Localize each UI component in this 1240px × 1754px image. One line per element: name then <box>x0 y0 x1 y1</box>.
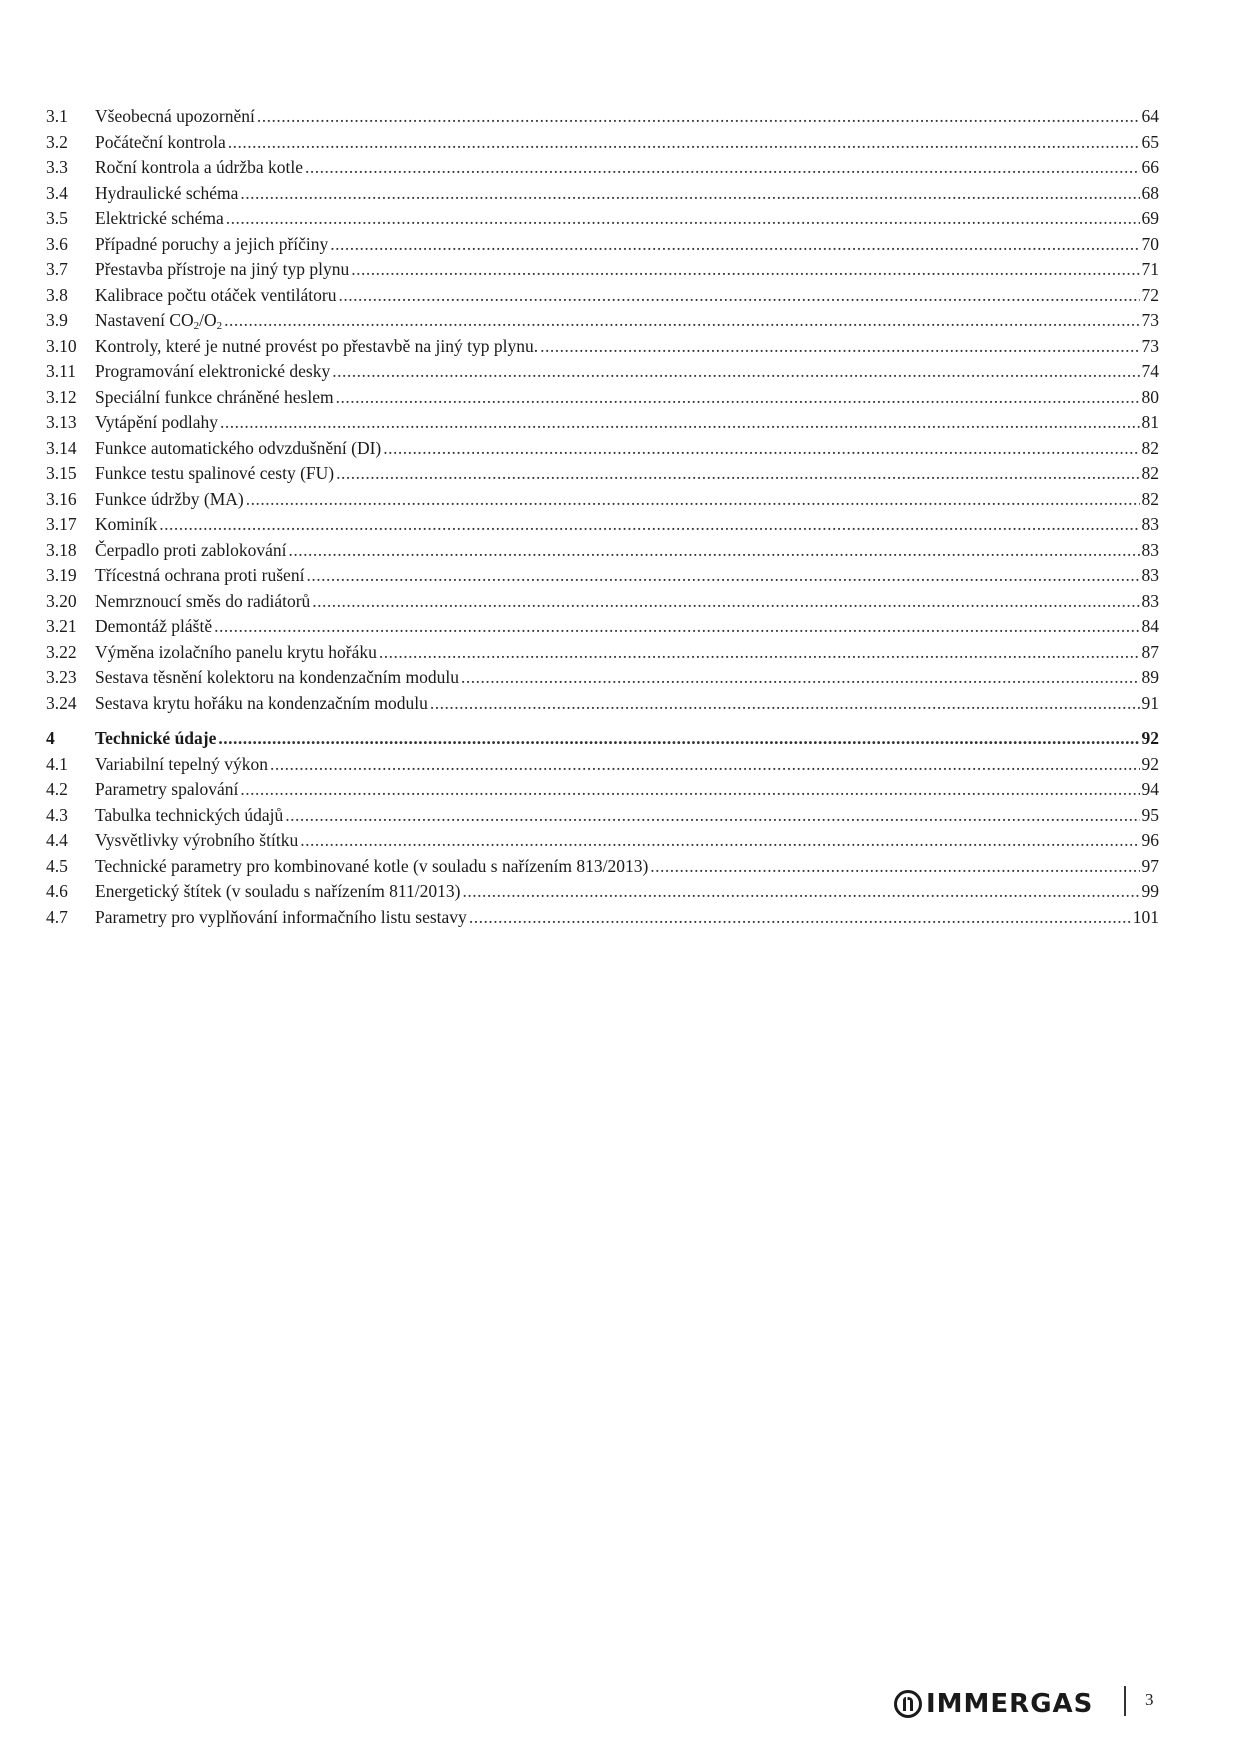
toc-title-mid: /O <box>199 310 217 330</box>
toc-number: 4.4 <box>46 830 68 850</box>
toc-title: Elektrické schéma <box>95 208 224 228</box>
toc-page: 83 <box>1141 590 1159 611</box>
toc-leader <box>240 777 1139 803</box>
toc-number: 4.2 <box>46 779 68 799</box>
toc-entry[interactable] <box>46 640 1159 666</box>
toc-number: 3.8 <box>46 284 68 305</box>
toc-entry[interactable] <box>46 308 1159 334</box>
toc-number: 3.22 <box>46 641 77 662</box>
toc-title: Výměna izolačního panelu krytu hořáku <box>95 641 377 662</box>
toc-page: 82 <box>1141 437 1159 458</box>
toc-leader <box>288 538 1139 564</box>
toc-entry[interactable] <box>46 385 1159 411</box>
toc-title: Všeobecná upozornění <box>95 106 255 126</box>
toc-leader <box>469 905 1131 931</box>
toc-title: Technické parametry pro kombinované kotle (v souladu s nařízením 813/2013) <box>95 855 649 876</box>
toc-entry[interactable] <box>46 854 1159 880</box>
toc-number: 3.13 <box>46 412 77 432</box>
toc-entry[interactable] <box>46 334 1159 360</box>
toc-leader <box>159 512 1139 538</box>
toc-title: Parametry spalování <box>95 779 239 799</box>
toc-number: 4.7 <box>46 906 68 927</box>
toc-entry[interactable] <box>46 130 1159 156</box>
toc-title: Energetický štítek (v souladu s nařízením 811/2013) <box>95 881 461 901</box>
toc-entry[interactable] <box>46 563 1159 589</box>
toc-title: Programování elektronické desky <box>95 361 331 381</box>
toc-leader <box>285 803 1139 829</box>
toc-title: Funkce údržby (MA) <box>95 488 244 509</box>
toc-leader <box>305 155 1140 181</box>
toc-page: 68 <box>1141 182 1159 203</box>
toc-leader <box>650 854 1139 880</box>
toc-page: 94 <box>1141 779 1159 799</box>
toc-number: 3.1 <box>46 106 68 126</box>
toc-entry[interactable] <box>46 777 1159 803</box>
toc-page: 83 <box>1141 565 1159 585</box>
toc-page: 66 <box>1141 157 1159 177</box>
toc-page: 97 <box>1141 855 1159 876</box>
toc-number: 3.3 <box>46 157 68 177</box>
toc-page: 71 <box>1141 259 1159 279</box>
toc-number: 3.23 <box>46 667 77 687</box>
toc-chapter-entry[interactable] <box>46 726 1159 752</box>
toc-entry[interactable] <box>46 691 1159 717</box>
toc-entry[interactable] <box>46 410 1159 436</box>
toc-entry[interactable] <box>46 512 1159 538</box>
toc-entry[interactable] <box>46 665 1159 691</box>
toc-entry[interactable] <box>46 232 1159 258</box>
subscript: 2 <box>193 320 200 332</box>
toc-entry[interactable] <box>46 614 1159 640</box>
toc-leader <box>332 359 1139 385</box>
toc-page: 73 <box>1141 335 1159 356</box>
toc-leader <box>220 410 1140 436</box>
toc-entry[interactable] <box>46 206 1159 232</box>
toc-number: 3.17 <box>46 514 77 534</box>
toc-title: Kalibrace počtu otáček ventilátoru <box>95 284 337 305</box>
toc-number: 3.14 <box>46 437 77 458</box>
toc-number: 3.20 <box>46 590 77 611</box>
toc-page: 72 <box>1141 284 1159 305</box>
toc-leader <box>240 181 1139 207</box>
toc-title: Tabulka technických údajů <box>95 804 284 825</box>
toc-title: Technické údaje <box>95 728 217 748</box>
toc-page: 92 <box>1141 728 1159 748</box>
toc-leader <box>336 385 1140 411</box>
toc-entry[interactable] <box>46 589 1159 615</box>
toc-entry[interactable] <box>46 803 1159 829</box>
toc-leader <box>430 691 1140 717</box>
toc-leader <box>462 879 1139 905</box>
toc-entry[interactable] <box>46 257 1159 283</box>
toc-leader <box>214 614 1139 640</box>
toc-entry[interactable] <box>46 905 1159 931</box>
toc-leader <box>218 726 1139 752</box>
toc-number: 3.7 <box>46 259 68 279</box>
toc-page: 65 <box>1141 131 1159 152</box>
toc-title: Vytápění podlahy <box>95 412 218 432</box>
toc-number: 4.1 <box>46 753 68 774</box>
toc-title: Hydraulické schéma <box>95 182 239 203</box>
toc-number: 3.16 <box>46 488 77 509</box>
toc-page: 92 <box>1141 753 1159 774</box>
page-number: 3 <box>1145 1690 1154 1709</box>
toc-page: 89 <box>1141 667 1159 687</box>
toc-leader <box>461 665 1139 691</box>
toc-title: Kontroly, které je nutné provést po přestavbě na jiný typ plynu. <box>95 335 539 356</box>
toc-title: Demontáž pláště <box>95 616 213 636</box>
toc-title: Třícestná ochrana proti rušení <box>95 565 305 585</box>
subscript: 2 <box>216 320 223 332</box>
toc-leader <box>379 640 1140 666</box>
toc-leader <box>246 487 1140 513</box>
toc-leader <box>339 283 1140 309</box>
toc-leader <box>306 563 1139 589</box>
toc-page: 96 <box>1141 830 1159 850</box>
toc-leader <box>228 130 1140 156</box>
toc-leader <box>330 232 1139 258</box>
toc-entry[interactable] <box>46 487 1159 513</box>
toc-leader <box>300 828 1139 854</box>
toc-title: Funkce testu spalinové cesty (FU) <box>95 463 335 483</box>
toc-number: 4.3 <box>46 804 68 825</box>
toc-number: 3.12 <box>46 386 77 407</box>
toc-number: 3.21 <box>46 616 77 636</box>
toc-entry[interactable] <box>46 461 1159 487</box>
flame-logo-icon <box>894 1690 922 1718</box>
toc-number: 3.6 <box>46 233 68 254</box>
toc-page: 81 <box>1141 412 1159 432</box>
toc-entry[interactable] <box>46 436 1159 462</box>
toc-title: Čerpadlo proti zablokování <box>95 539 287 560</box>
toc-entry[interactable] <box>46 181 1159 207</box>
toc-leader <box>383 436 1139 462</box>
toc-entry[interactable] <box>46 155 1159 181</box>
toc-title: Funkce automatického odvzdušnění (DI) <box>95 437 382 458</box>
logo-text: IMMERGAS <box>926 1689 1094 1719</box>
toc-page: 101 <box>1132 906 1159 927</box>
toc-title: Parametry pro vyplňování informačního listu sestavy <box>95 906 467 927</box>
toc-entry[interactable] <box>46 879 1159 905</box>
toc-leader <box>226 206 1140 232</box>
toc-title: Sestava krytu hořáku na kondenzačním modulu <box>95 692 428 713</box>
toc-page: 74 <box>1141 361 1159 381</box>
toc-page: 82 <box>1141 463 1159 483</box>
toc-title: Variabilní tepelný výkon <box>95 753 269 774</box>
toc-page: 82 <box>1141 488 1159 509</box>
toc-number: 3.5 <box>46 208 68 228</box>
toc-entry[interactable] <box>46 538 1159 564</box>
toc-page: 70 <box>1141 233 1159 254</box>
toc-number: 3.9 <box>46 310 68 330</box>
immergas-logo <box>894 1688 1093 1720</box>
toc-page: 91 <box>1141 692 1159 713</box>
toc-number: 3.2 <box>46 131 68 152</box>
toc-entry[interactable] <box>46 359 1159 385</box>
toc-title: Speciální funkce chráněné heslem <box>95 386 334 407</box>
toc-page: 99 <box>1141 881 1159 901</box>
toc-number: 3.10 <box>46 335 77 356</box>
toc-title: Vysvětlivky výrobního štítku <box>95 830 299 850</box>
toc-entry[interactable] <box>46 828 1159 854</box>
table-of-contents <box>46 104 1159 930</box>
toc-title: Nemrznoucí směs do radiátorů <box>95 590 311 611</box>
toc-page: 80 <box>1141 386 1159 407</box>
toc-page: 64 <box>1141 106 1159 126</box>
toc-page: 69 <box>1141 208 1159 228</box>
toc-title: Případné poruchy a jejich příčiny <box>95 233 329 254</box>
toc-number: 4.6 <box>46 881 68 901</box>
toc-title-prefix: Nastavení CO <box>95 310 194 330</box>
toc-entry[interactable] <box>46 104 1159 130</box>
toc-title: Kominík <box>95 514 158 534</box>
toc-number: 3.15 <box>46 463 77 483</box>
toc-leader <box>224 308 1139 334</box>
toc-page: 83 <box>1141 514 1159 534</box>
toc-number: 3.11 <box>46 361 76 381</box>
toc-number: 3.4 <box>46 182 68 203</box>
toc-leader <box>351 257 1139 283</box>
toc-title: Roční kontrola a údržba kotle <box>95 157 303 177</box>
toc-leader <box>270 752 1139 778</box>
toc-number: 3.19 <box>46 565 77 585</box>
toc-page: 84 <box>1141 616 1159 636</box>
toc-number: 3.18 <box>46 539 77 560</box>
toc-page: 83 <box>1141 539 1159 560</box>
toc-entry[interactable] <box>46 283 1159 309</box>
toc-page: 73 <box>1141 310 1159 330</box>
toc-number: 4 <box>46 728 55 748</box>
toc-page: 95 <box>1141 804 1159 825</box>
toc-leader <box>336 461 1139 487</box>
toc-page: 87 <box>1141 641 1159 662</box>
toc-number: 4.5 <box>46 855 68 876</box>
toc-leader <box>312 589 1139 615</box>
toc-title: Sestava těsnění kolektoru na kondenzačním modulu <box>95 667 460 687</box>
toc-title <box>95 308 222 334</box>
toc-number: 3.24 <box>46 692 77 713</box>
toc-title: Přestavba přístroje na jiný typ plynu <box>95 259 350 279</box>
toc-entry[interactable] <box>46 752 1159 778</box>
footer-divider <box>1124 1686 1126 1716</box>
toc-title: Počáteční kontrola <box>95 131 226 152</box>
toc-leader <box>257 104 1140 130</box>
toc-leader <box>540 334 1139 360</box>
